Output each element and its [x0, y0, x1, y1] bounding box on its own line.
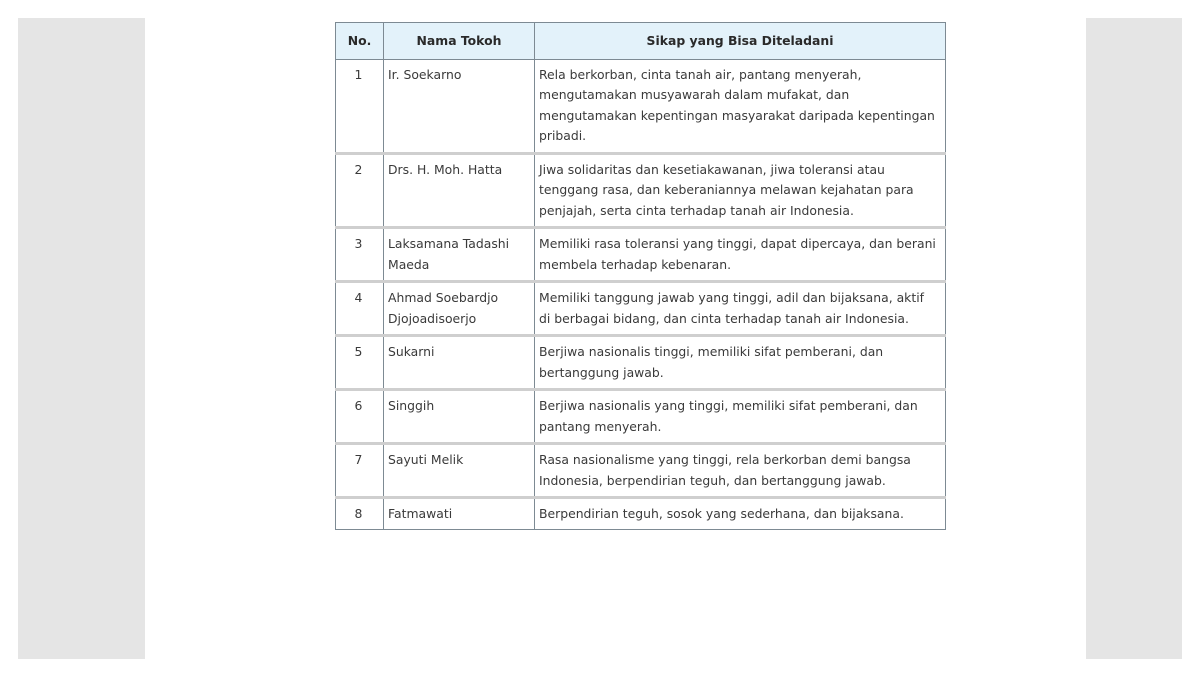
row-number: 4	[336, 282, 384, 336]
left-margin-panel	[18, 18, 145, 659]
row-number: 8	[336, 497, 384, 529]
figure-name: Ahmad Soebardjo Djojoadisoerjo	[384, 282, 535, 336]
figure-attitude: Berpendirian teguh, sosok yang sederhana, dan bijaksana.	[535, 497, 946, 529]
header-no: No.	[336, 23, 384, 60]
figure-name: Fatmawati	[384, 497, 535, 529]
row-number: 3	[336, 228, 384, 282]
heroes-attitude-table	[335, 22, 946, 530]
row-number: 2	[336, 153, 384, 227]
right-margin-panel	[1086, 18, 1182, 659]
table-row	[336, 390, 946, 444]
figure-attitude: Jiwa solidaritas dan kesetiakawanan, jiwa toleransi atau tenggang rasa, dan keberaniannya melawan kejahatan para penjajah, serta cinta terhadap tanah air Indonesia.	[535, 153, 946, 227]
figure-attitude: Memiliki rasa toleransi yang tinggi, dapat dipercaya, dan berani membela terhadap kebenaran.	[535, 228, 946, 282]
header-name: Nama Tokoh	[384, 23, 535, 60]
table-row	[336, 60, 946, 154]
row-number: 1	[336, 60, 384, 154]
table-header-row	[336, 23, 946, 60]
figure-attitude: Berjiwa nasionalis tinggi, memiliki sifat pemberani, dan bertanggung jawab.	[535, 336, 946, 390]
figure-attitude: Rasa nasionalisme yang tinggi, rela berkorban demi bangsa Indonesia, berpendirian teguh, dan bertanggung jawab.	[535, 444, 946, 498]
figure-name: Drs. H. Moh. Hatta	[384, 153, 535, 227]
table-row	[336, 153, 946, 227]
table-row	[336, 497, 946, 529]
table-container	[335, 22, 945, 530]
table-row	[336, 444, 946, 498]
figure-attitude: Memiliki tanggung jawab yang tinggi, adil dan bijaksana, aktif di berbagai bidang, dan cinta terhadap tanah air Indonesia.	[535, 282, 946, 336]
figure-attitude: Berjiwa nasionalis yang tinggi, memiliki sifat pemberani, dan pantang menyerah.	[535, 390, 946, 444]
figure-name: Sukarni	[384, 336, 535, 390]
figure-name: Singgih	[384, 390, 535, 444]
row-number: 6	[336, 390, 384, 444]
figure-name: Sayuti Melik	[384, 444, 535, 498]
row-number: 7	[336, 444, 384, 498]
header-attitude: Sikap yang Bisa Diteladani	[535, 23, 946, 60]
table-row	[336, 282, 946, 336]
figure-name: Laksamana Tadashi Maeda	[384, 228, 535, 282]
row-number: 5	[336, 336, 384, 390]
figure-attitude: Rela berkorban, cinta tanah air, pantang menyerah, mengutamakan musyawarah dalam mufakat, dan mengutamakan kepentingan masyarakat daripada kepentingan pribadi.	[535, 60, 946, 154]
table-row	[336, 228, 946, 282]
figure-name: Ir. Soekarno	[384, 60, 535, 154]
table-row	[336, 336, 946, 390]
